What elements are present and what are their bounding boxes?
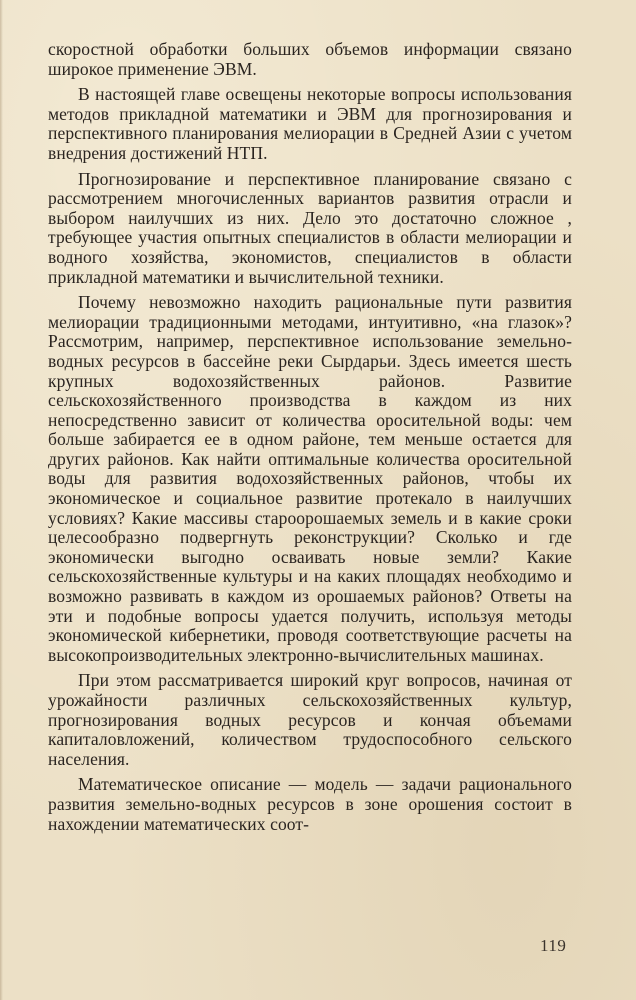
page-body <box>48 40 572 840</box>
paragraph-5: При этом рассматривается широкий круг вопросов, начиная от урожайности различных сельскохозяйственных культур, прогнозирования водных ресурсов и кончая объемами капиталовложений, количеством трудоспособного сельского населения. <box>48 670 572 769</box>
paragraph-3: Прогнозирование и перспективное планирование связано с рассмотрением многочисленных вариантов развития отрасли и выбором наилучших из них. Дело это достаточно сложное , требующее участия опытных специалистов в области мелиорации и водного хозяйства, экономистов, специалистов в области прикладной математики и вычислительной техники. <box>48 168 572 287</box>
paragraph-6: Математическое описание — модель — задачи рационального развития земельно-водных ресурсов в зоне орошения состоит в нахождении математических соот- <box>48 774 572 834</box>
page-number: 119 <box>540 936 567 955</box>
paragraph-4: Почему невозможно находить рациональные пути развития мелиорации традиционными методами, интуитивно, «на глазок»? Рассмотрим, например, перспективное использование земельно-водных ресурсов в бассейне реки Сырдарьи. Здесь имеется шесть крупных водохозяйственных районов. Развитие сельскохозяйственного производства в каждом из них непосредственно зависит от количества оросительной воды: чем больше забирается ее в одном районе, тем меньше остается для других районов. Как найти оптимальные количества оросительной воды для развития водохозяйственных районов, чтобы их экономическое и социальное развитие протекало в наилучших условиях? Какие массивы староорошаемых земель и в какие сроки целесообразно подвергнуть реконструкции? Сколько и где экономически выгодно осваивать новые земли? Какие сельскохозяйственные культуры и на каких площадях необходимо и возможно развивать в каждом из орошаемых районов? Ответы на эти и подобные вопросы удается получить, используя методы экономической кибернетики, проводя соответствующие расчеты на высокопроизводительных электронно-вычислительных машинах. <box>48 292 572 665</box>
paragraph-2: В настоящей главе освещены некоторые вопросы использования методов прикладной математики и ЭВМ для прогнозирования и перспективного планирования мелиорации в Средней Азии с учетом внедрения достижений НТП. <box>48 84 572 163</box>
page-edge-shadow <box>0 0 3 1000</box>
paragraph-1: скоростной обработки больших объемов информации связано широкое применение ЭВМ. <box>48 39 572 79</box>
